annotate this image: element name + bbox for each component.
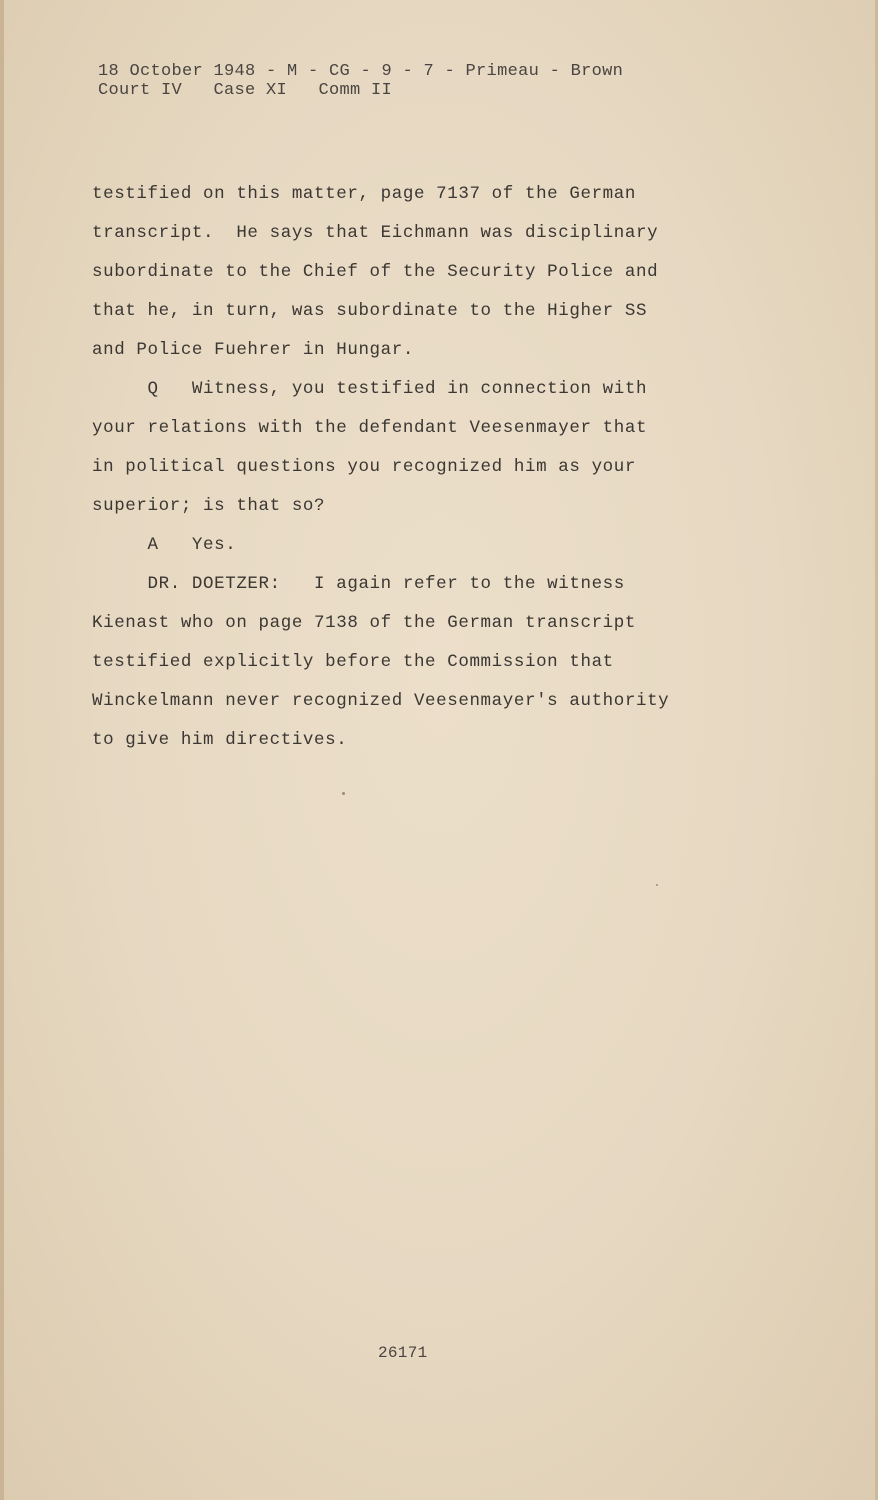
page-number: 26171 (378, 1344, 428, 1362)
text-line: transcript. He says that Eichmann was disciplinary (92, 223, 659, 243)
text-line: Q Witness, you testified in connection with (92, 379, 648, 399)
text-line: your relations with the defendant Veesenmayer that (92, 418, 648, 438)
text-line: that he, in turn, was subordinate to the Higher SS (92, 301, 648, 321)
text-line: DR. DOETZER: I again refer to the witness (92, 574, 625, 594)
text-line: testified explicitly before the Commission that (92, 652, 614, 672)
text-line: A Yes. (92, 535, 237, 555)
paper-speck (656, 884, 658, 886)
text-line: superior; is that so? (92, 496, 326, 516)
text-line: to give him directives. (92, 730, 348, 750)
text-line: subordinate to the Chief of the Security Police and (92, 262, 659, 282)
header-court-line: Court IV Case XI Comm II (98, 81, 393, 100)
text-line: and Police Fuehrer in Hungar. (92, 340, 414, 360)
transcript-body (92, 175, 712, 760)
paper-speck (342, 792, 345, 795)
paper-left-edge (0, 0, 4, 1500)
text-line: Kienast who on page 7138 of the German transcript (92, 613, 636, 633)
text-line: testified on this matter, page 7137 of the German (92, 184, 636, 204)
document-header (98, 62, 623, 100)
text-line: in political questions you recognized him as your (92, 457, 636, 477)
header-date-line: 18 October 1948 - M - CG - 9 - 7 - Primeau - Brown (98, 62, 624, 81)
text-line: Winckelmann never recognized Veesenmayer's authority (92, 691, 670, 711)
